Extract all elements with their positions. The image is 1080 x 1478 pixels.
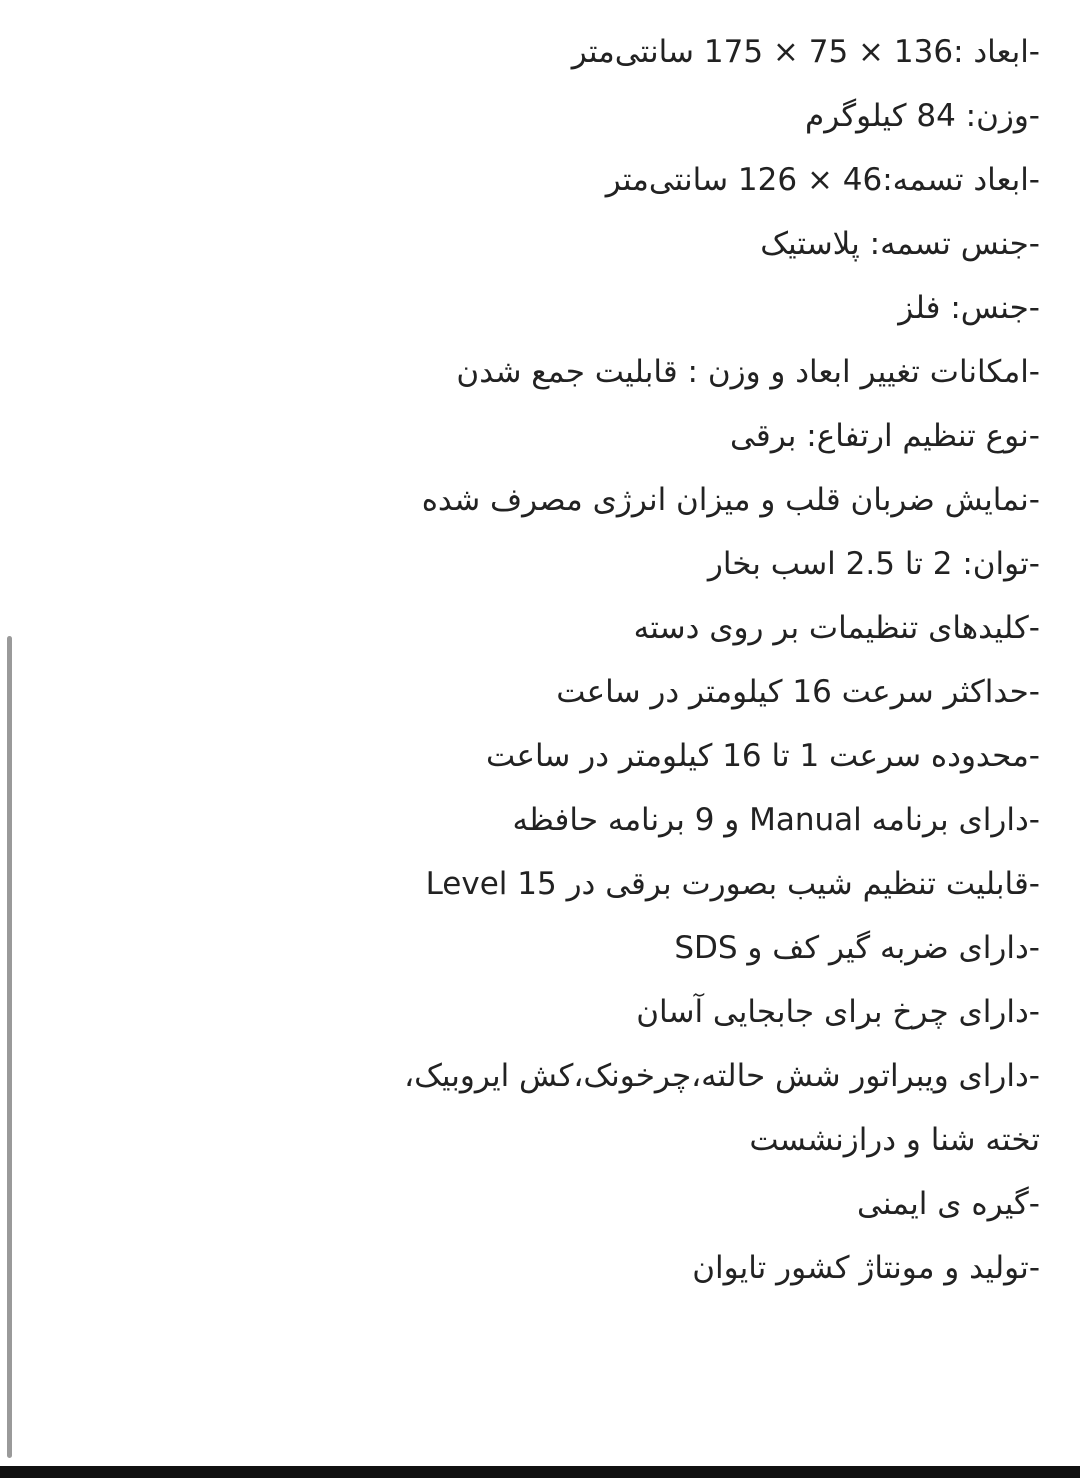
spec-height-adjust: -نوع تنظیم ارتفاع: برقی xyxy=(730,418,1040,454)
spec-incline: -قابلیت تنظیم شیب بصورت برقی در Level 15 xyxy=(425,866,1040,902)
spec-wheels: -دارای چرخ برای جابجایی آسان xyxy=(636,994,1040,1030)
spec-programs: -دارای برنامه Manual و 9 برنامه حافظه xyxy=(512,802,1040,838)
spec-material: -جنس: فلز xyxy=(898,290,1040,326)
spec-speed-range: -محدوده سرعت 1 تا 16 کیلومتر در ساعت xyxy=(486,738,1040,774)
spec-foldable: -امکانات تغییر ابعاد و وزن : قابلیت جمع شدن xyxy=(456,354,1040,390)
spec-dimensions: -ابعاد :136 × 75 × 175 سانتی‌متر xyxy=(571,34,1040,70)
spec-heart-rate-display: -نمایش ضربان قلب و میزان انرژی مصرف شده xyxy=(421,482,1040,518)
spec-weight: -وزن: 84 کیلوگرم xyxy=(805,98,1040,134)
spec-shock-absorber: -دارای ضربه گیر کف و SDS xyxy=(674,930,1040,966)
scrollbar[interactable] xyxy=(7,636,12,1458)
spec-belt-dimensions: -ابعاد تسمه:46 × 126 سانتی‌متر xyxy=(605,162,1040,198)
spec-handle-keys: -کلیدهای تنظیمات بر روی دسته xyxy=(633,610,1040,646)
spec-vibrator: -دارای ویبراتور شش حالته،چرخونک،کش ایروبیک، xyxy=(404,1058,1040,1094)
spec-power: -توان: 2 تا 2.5 اسب بخار xyxy=(707,546,1040,582)
spec-safety-clip: -گیره ی ایمنی xyxy=(857,1186,1040,1222)
spec-list xyxy=(320,20,1040,1300)
spec-belt-material: -جنس تسمه: پلاستیک xyxy=(760,226,1040,262)
spec-vibrator-continued: تخته شنا و درازنشست xyxy=(749,1122,1040,1158)
spec-max-speed: -حداکثر سرعت 16 کیلومتر در ساعت xyxy=(556,674,1040,710)
spec-origin: -تولید و مونتاژ کشور تایوان xyxy=(692,1250,1040,1286)
bottom-bar xyxy=(0,1466,1080,1478)
